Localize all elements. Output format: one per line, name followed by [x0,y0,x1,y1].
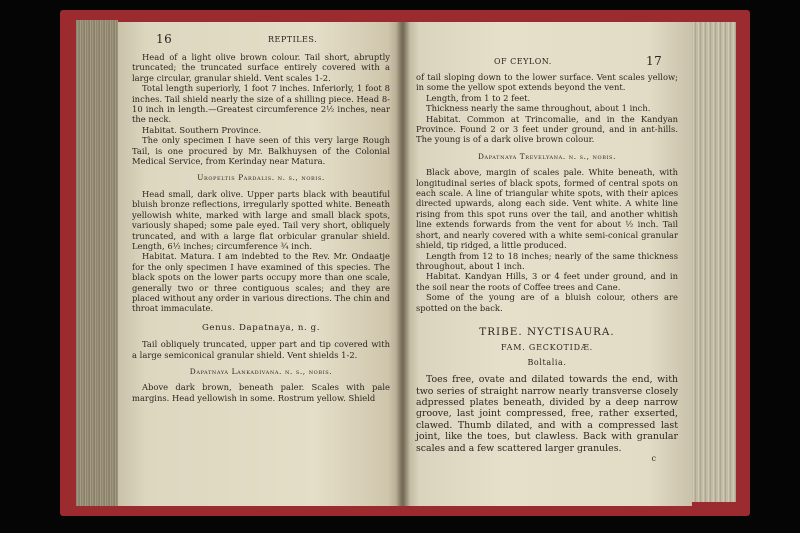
paragraph: Thickness nearly the same throughout, about 1 inch. [426,103,651,114]
paragraph: Toes free, ovate and dilated towards the end, with two series of straight narrow nearly transverse closely adpressed plates beneath, divided by a deep narrow groove, last joint compressed, free, rather exserted, clawed. Thumb dilated, and with a compressed last joint, like the toes, but clawless. Back with granular scales and a few scattered larger granules. [416,374,678,454]
left-page-number: 16 [156,32,173,46]
paragraph: Length, from 1 to 2 feet. [426,92,531,103]
habitat-paragraph: Habitat. Matura. I am indebted to the Rev. Mr. Ondaatje for the only specimen I have examined of this species. The black spots on the lower parts occupy more than one scale, generally two or three contiguous scales; and they are placed without any order in various directions. The chin and throat immaculate. [132,251,390,314]
paragraph: The only specimen I have seen of this very large Rough Tail, is one procured by Mr. Balkhuysen of the Colonial Medical Service, from Kerinday near Matura. [132,135,390,167]
book-gutter [396,22,410,506]
habitat-paragraph: Habitat. Kandyan Hills, 3 or 4 feet under ground, and in the soil near the roots of Coffee trees and Cane. [416,271,678,292]
left-running-head: REPTILES. [268,35,318,44]
paragraph: Above dark brown, beneath paler. Scales with pale margins. Head yellowish in some. Rostrum yellow. Shield [132,382,390,403]
paragraph: Head of a light olive brown colour. Tail short, abruptly truncated; the truncated surface entirely covered with a large circular, granular shield. Vent scales 1-2. [132,52,390,83]
paragraph: Some of the young are of a bluish colour, others are spotted on the back. [416,292,678,313]
right-page-text [416,72,678,464]
left-page-text [132,52,390,403]
species-heading: Dapatnaya Trevelyana. n. s., nobis. [477,151,617,161]
species-heading: Uropeltis Pardalis. n. s., nobis. [197,173,325,183]
page-edges-right [692,22,736,502]
signature-mark: c [651,454,656,463]
habitat-paragraph: Habitat. Southern Province. [142,124,262,135]
paragraph: of tail sloping down to the lower surface. Vent scales yellow; in some the yellow spot extends beyond the vent. [416,72,678,93]
paragraph: Head small, dark olive. Upper parts black with beautiful bluish bronze reflections, irregularly spotted white. Beneath yellowish white, marked with large and small black spots, variously shaped; some pale eyed. Tail very short, obliquely truncated, and with a large flat orbicular granular shield. Length, 6½ inches; circumference ¾ inch. [132,188,390,251]
paragraph: Tail obliquely truncated, upper part and tip covered with a large semiconical granular shield. Vent shields 1-2. [132,339,390,360]
right-page [402,22,692,506]
family-heading: FAM. GECKOTIDÆ. [500,343,594,353]
paragraph: Black above, margin of scales pale. White beneath, with longitudinal series of black spots, formed of central spots on each scale. A line of triangular white spots, with their apices directed upwards, along each side. Vent white. A white line rising from this spot runs over the tail, and another whitish line extends forwards from the vent for about ½ inch. Tail short, and nearly covered with a white semi-conical granular shield, tip ridged, a little produced. [416,167,678,251]
right-page-number: 17 [646,54,663,68]
habitat-paragraph: Habitat. Common at Trincomalie, and in the Kandyan Province. Found 2 or 3 feet under ground, and in ant-hills. The young is of a dark olive brown colour. [416,113,678,145]
left-page [118,22,402,506]
paragraph: Total length superiorly, 1 foot 7 inches. Inferiorly, 1 foot 8 inches. Tail shield nearly the size of a shilling piece. Head 8-10 inch in length.—Greatest circumference 2½ inches, near the neck. [132,83,390,125]
genus-heading: Boltalia. [527,357,567,367]
right-running-head: OF CEYLON. [494,57,552,66]
species-heading: Dapatnaya Lankadivana. n. s., nobis. [189,366,333,376]
genus-heading: Genus. Dapatnaya, n. g. [201,322,321,333]
paragraph: Length from 12 to 18 inches; nearly of the same thickness throughout, about 1 inch. [416,250,678,271]
page-edges-left [76,20,118,506]
tribe-heading: TRIBE. NYCTISAURA. [479,325,615,338]
